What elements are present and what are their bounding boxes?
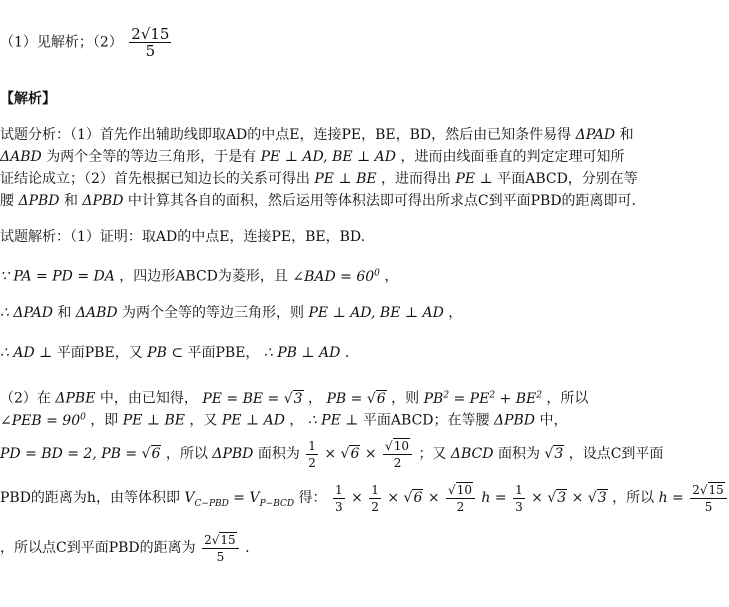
- solution-line-1: [0, 262, 398, 288]
- solution-intro: 试题解析：（1）证明：取AD的中点E，连接PE，BE，BD.: [0, 229, 366, 245]
- text: 平面PBE，: [187, 345, 260, 361]
- math: ΔPBD: [493, 412, 536, 429]
- text: ，即: [90, 412, 119, 429]
- analysis-line-1: [0, 124, 634, 146]
- text: ，: [308, 390, 323, 407]
- fraction: $\frac{√10}{2}$: [383, 438, 412, 471]
- text: 平面ABCD，分别在等: [497, 171, 638, 187]
- answer-denominator: 5: [129, 42, 171, 59]
- text: ，所以: [546, 390, 589, 407]
- section-title: 【解析】: [0, 91, 56, 107]
- math: PE = BE = √3: [202, 390, 303, 407]
- solution-line-2: [0, 302, 462, 324]
- text: 中，: [539, 412, 568, 429]
- solution-conclusion: [0, 528, 250, 568]
- text: ，进而得出: [381, 171, 452, 187]
- math: ΔBCD: [450, 446, 494, 462]
- solution-p2-line-4: [0, 478, 729, 524]
- text: 试题分析：（1）首先作出辅助线即取AD的中点E，连接PE，BE，BD，然后由已知条件易得: [0, 127, 572, 143]
- text: 腰: [0, 193, 14, 209]
- text: 为两个全等的等边三角形，于是有: [46, 149, 257, 165]
- answer-line: [0, 26, 173, 59]
- text: ，设点C到平面: [568, 446, 664, 462]
- math: ΔPAD: [575, 127, 616, 143]
- text: ，所以: [165, 446, 208, 462]
- solution-line-3: [0, 342, 349, 364]
- math: PE ⊥ BE: [314, 171, 377, 187]
- math: ΔABD: [75, 305, 118, 321]
- math: h =: [658, 490, 684, 506]
- solution-p2-line-3: [0, 436, 663, 472]
- fraction: $\frac{1}{3}$: [515, 482, 523, 514]
- text: .: [245, 540, 250, 556]
- text: ，所以: [612, 490, 655, 506]
- math: × √6 ×: [324, 446, 377, 462]
- text: .: [344, 345, 350, 361]
- text: 和: [57, 305, 72, 321]
- math: ∴ ΔPAD: [0, 305, 53, 321]
- math: ×: [351, 490, 363, 506]
- solution-p2-line-2: [0, 406, 567, 432]
- math: PB ⊂: [147, 345, 184, 361]
- analysis-line-4: [0, 190, 636, 212]
- text: 和: [619, 127, 634, 143]
- text: 为两个全等的等边三角形，则: [122, 305, 305, 321]
- text: ，所以点C到平面PBD的距离为: [0, 540, 196, 556]
- text: 平面PBE，又: [56, 345, 143, 361]
- math: ∴ PB ⊥ AD: [263, 345, 341, 361]
- text: 中，由已知得，: [99, 390, 198, 407]
- text: 得：: [298, 490, 327, 506]
- fraction: $\frac{2√15}{5}$: [202, 532, 239, 565]
- math: ΔPBE: [55, 390, 96, 407]
- answer-numerator: 2√15: [131, 25, 170, 43]
- text: PBD的距离为h，由等体积即: [0, 490, 180, 506]
- answer-fraction: [129, 26, 171, 59]
- math: PE ⊥ BE: [122, 412, 185, 429]
- fraction: $\frac{√10}{2}$: [446, 482, 475, 515]
- fraction: $\frac{1}{2}$: [371, 482, 379, 514]
- text: 证结论成立；（2）首先根据已知边长的关系可得出: [0, 171, 310, 187]
- text: ，: [384, 268, 399, 285]
- math: PE ⊥ AD, BE ⊥ AD: [308, 305, 444, 321]
- text: 面积为: [497, 446, 540, 462]
- text: ，: [289, 412, 304, 429]
- math: PB = √6: [326, 390, 386, 407]
- math: PD = BD = 2, PB = √6: [0, 446, 161, 462]
- text: ，则: [391, 390, 420, 407]
- fraction: $\frac{1}{2}$: [308, 438, 316, 470]
- text: 中计算其各自的面积，然后运用等体积法即可得出所求点C到平面PBD的距离即可.: [127, 193, 636, 209]
- text: （2）在: [0, 390, 51, 407]
- math: √3: [544, 446, 564, 462]
- math: PE ⊥: [455, 171, 493, 187]
- math: ∵ PA = PD = DA: [0, 268, 115, 285]
- fraction: $\frac{1}{3}$: [334, 482, 343, 514]
- math: ∠PEB = $90^0$: [0, 412, 86, 429]
- math: PE ⊥ AD, BE ⊥ AD: [260, 149, 396, 165]
- fraction: $\frac{2√15}{5}$: [690, 482, 727, 515]
- math: × √6 ×: [387, 490, 440, 506]
- math: ∴ AD ⊥: [0, 345, 53, 361]
- text: 平面ABCD；在等腰: [362, 412, 490, 429]
- math: PE ⊥ AD: [221, 412, 285, 429]
- math: ΔPBD: [82, 193, 124, 209]
- math: × √3 × √3: [531, 490, 607, 506]
- math: $PB^2 = PE^2 + BE^2$: [423, 390, 542, 407]
- text: ，四边形ABCD为菱形，且: [119, 268, 288, 285]
- text: 和: [63, 193, 78, 209]
- analysis-line-2: [0, 146, 624, 168]
- math: ΔPBD: [18, 193, 60, 209]
- answer-text: （1）见解析；（2）: [0, 34, 123, 51]
- math: ΔABD: [0, 149, 42, 165]
- math: h =: [481, 490, 507, 506]
- math: $V_{C-PBD} = V_{P-BCD}$: [184, 490, 295, 509]
- text: ，: [448, 305, 463, 321]
- text: ，又: [189, 412, 218, 429]
- analysis-line-3: [0, 168, 638, 190]
- text: ；又: [418, 446, 447, 462]
- text: ，进而由线面垂直的判定定理可知所: [400, 149, 625, 165]
- text: 面积为: [257, 446, 300, 462]
- math: ΔPBD: [212, 446, 254, 462]
- math: ∠BAD = $60^0$: [292, 268, 380, 285]
- math: ∴ PE ⊥: [307, 412, 359, 429]
